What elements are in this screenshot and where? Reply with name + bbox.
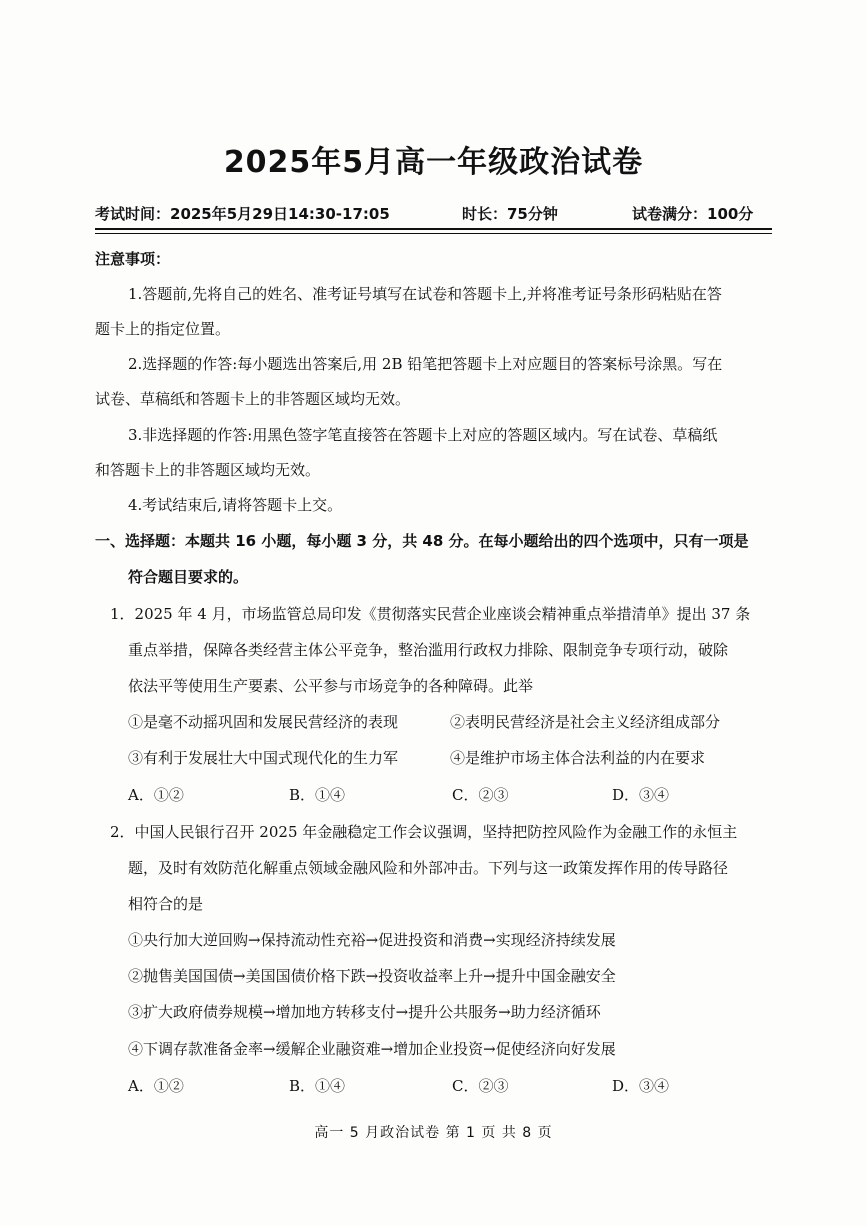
exam-time: 考试时间：2025年5月29日14:30-17:05 (95, 205, 390, 223)
notice-line: 4.考试结束后,请将答题卡上交。 (128, 496, 343, 514)
page-footer: 高一 5 月政治试卷 第 1 页 共 8 页 (314, 1125, 553, 1141)
question-item: ②表明民营经济是社会主义经济组成部分 (450, 713, 721, 731)
question-stem: 相符合的是 (128, 895, 204, 913)
notice-line: 题卡上的指定位置。 (95, 320, 231, 338)
answer-choice-c: C．②③ (452, 1077, 509, 1095)
question-item: ④是维护市场主体合法利益的内在要求 (450, 749, 706, 767)
question-stem: 2．中国人民银行召开 2025 年金融稳定工作会议强调，坚持把防控风险作为金融工作的永恒主 (110, 823, 738, 841)
header-rule-thick (95, 228, 772, 230)
exam-duration: 时长：75分钟 (462, 205, 558, 223)
notice-line: 2.选择题的作答:每小题选出答案后,用 2B 铅笔把答题卡上对应题目的答案标号涂黑。写在 (128, 355, 723, 373)
page-title: 2025年5月高一年级政治试卷 (223, 145, 644, 180)
section-heading: 一、选择题：本题共 16 小题，每小题 3 分，共 48 分。在每小题给出的四个选项中，只有一项是 (95, 532, 749, 550)
notice-line: 试卷、草稿纸和答题卡上的非答题区域均无效。 (95, 390, 411, 408)
notice-line: 1.答题前,先将自己的姓名、准考证号填写在试卷和答题卡上,并将准考证号条形码粘贴在答 (128, 285, 722, 303)
question-item: ①央行加大逆回购→保持流动性充裕→促进投资和消费→实现经济持续发展 (128, 931, 616, 949)
answer-choice-a: A．①② (128, 786, 184, 804)
question-item: ③扩大政府债券规模→增加地方转移支付→提升公共服务→助力经济循环 (128, 1003, 601, 1021)
answer-choice-a: A．①② (128, 1077, 184, 1095)
question-item: ①是毫不动摇巩固和发展民营经济的表现 (128, 713, 399, 731)
question-stem: 1．2025 年 4 月，市场监管总局印发《贯彻落实民营企业座谈会精神重点举措清单》提出 37 条 (110, 605, 751, 623)
notice-line: 和答题卡上的非答题区域均无效。 (95, 461, 321, 479)
section-heading-cont: 符合题目要求的。 (128, 568, 249, 586)
notice-line: 3.非选择题的作答:用黑色签字笔直接答在答题卡上对应的答题区域内。写在试卷、草稿纸 (128, 426, 718, 444)
answer-choice-d: D．③④ (612, 786, 670, 804)
question-stem: 依法平等使用生产要素、公平参与市场竞争的各种障碍。此举 (128, 677, 534, 695)
question-stem: 重点举措，保障各类经营主体公平竞争，整治滥用行政权力排除、限制竞争专项行动，破除 (128, 641, 729, 659)
exam-full-score: 试卷满分：100分 (632, 205, 754, 223)
answer-choice-d: D．③④ (612, 1077, 670, 1095)
answer-choice-b: B．①④ (289, 786, 346, 804)
question-item: ③有利于发展壮大中国式现代化的生力军 (128, 749, 399, 767)
question-item: ④下调存款准备金率→缓解企业融资难→增加企业投资→促使经济向好发展 (128, 1040, 616, 1058)
question-stem: 题，及时有效防范化解重点领域金融风险和外部冲击。下列与这一政策发挥作用的传导路径 (128, 859, 729, 877)
question-item: ②抛售美国国债→美国国债价格下跌→投资收益率上升→提升中国金融安全 (128, 967, 616, 985)
header-rule-thin (95, 233, 772, 234)
answer-choice-b: B．①④ (289, 1077, 346, 1095)
notice-heading: 注意事项： (95, 250, 171, 268)
answer-choice-c: C．②③ (452, 786, 509, 804)
